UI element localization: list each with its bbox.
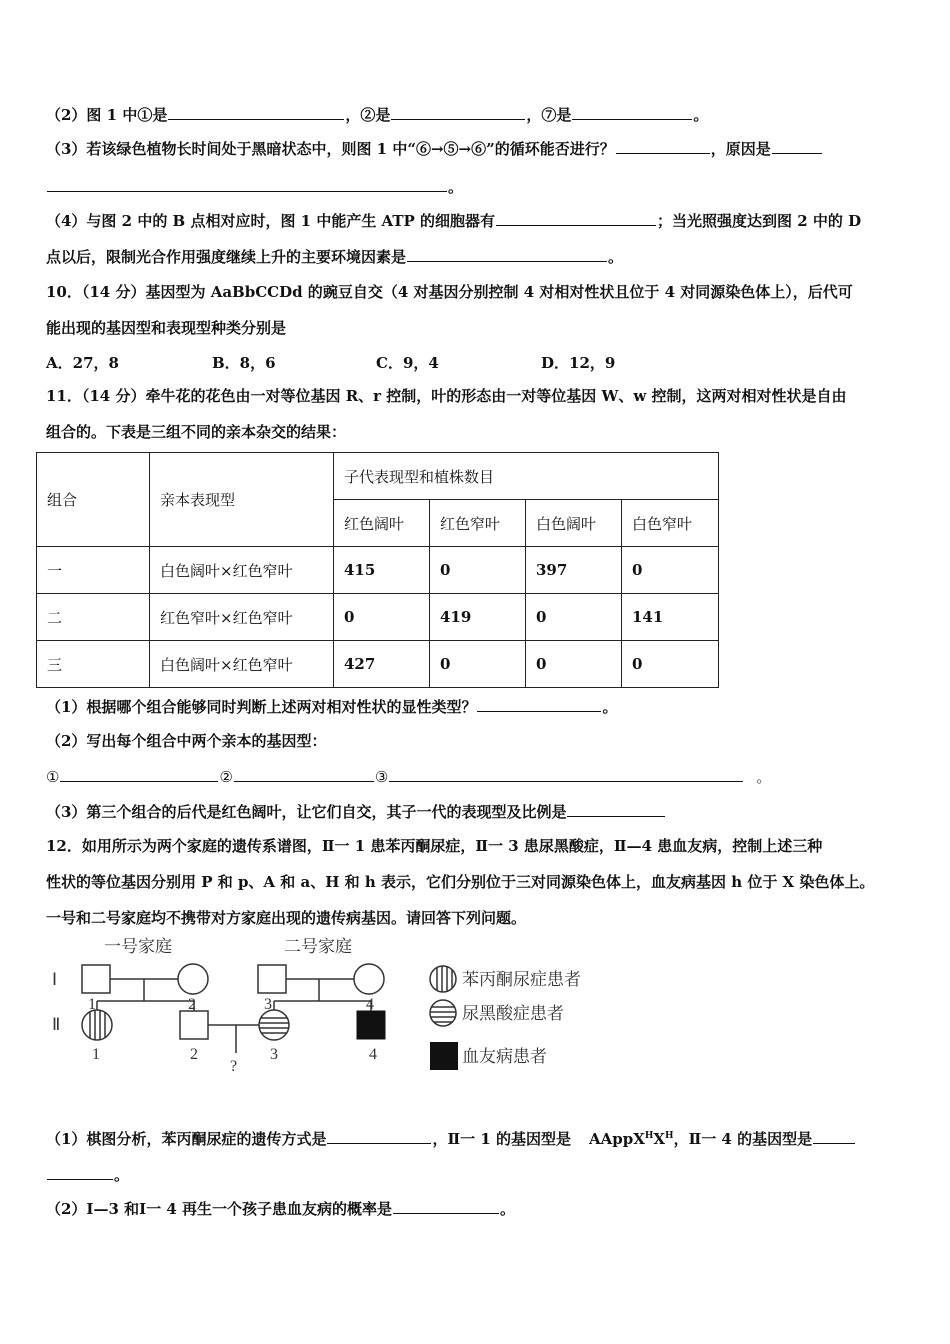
pedigree-male-i3: [258, 965, 286, 993]
q11-part3: （3）第三个组合的后代是红色阔叶，让它们自交，其子一代的表现型及比例是: [46, 801, 666, 822]
table-cell: 0: [622, 641, 719, 688]
pedigree-male-i1: [82, 965, 110, 993]
answer-blank[interactable]: [391, 104, 525, 120]
table-cell: 141: [622, 594, 719, 641]
table-cell: 397: [526, 547, 622, 594]
table-cell: 红色窄叶×红色窄叶: [150, 594, 334, 641]
subheader: 白色窄叶: [622, 500, 719, 547]
answer-blank[interactable]: [567, 801, 665, 817]
subheader: 红色窄叶: [430, 500, 526, 547]
table-cell: 三: [37, 641, 150, 688]
legend-label: 苯丙酮尿症患者: [462, 970, 581, 989]
pedigree-female-i4: [354, 964, 384, 994]
answer-blank[interactable]: [496, 210, 656, 226]
q11-part1: （1）根据哪个组合能够同时判断上述两对相对性状的显性类型？ 。: [46, 698, 618, 716]
legend-hemophilia-symbol: [430, 1042, 458, 1070]
answer-blank[interactable]: [60, 766, 218, 782]
table-cell: 二: [37, 594, 150, 641]
answer-blank[interactable]: [47, 176, 447, 192]
pedigree-diagram: [46, 935, 606, 1100]
cross-results-table: [36, 452, 719, 688]
table-cell: 白色阔叶×红色窄叶: [150, 547, 334, 594]
q10-option-a[interactable]: A．27，8: [46, 354, 119, 372]
answer-blank[interactable]: [168, 104, 344, 120]
pedigree-female-ii3: [259, 1010, 289, 1040]
q9-part2: （2）图 1 中①是 ，②是 ，⑦是 。: [46, 106, 709, 124]
table-cell: 0: [526, 594, 622, 641]
q9-part4-cont: 点以后，限制光合作用强度继续上升的主要环境因素是 。: [46, 248, 624, 266]
genotype-ii1: $AAppX^HX^H$: [588, 1130, 674, 1148]
label-unknown-child: ?: [230, 1058, 238, 1075]
answer-blank[interactable]: [616, 138, 710, 154]
label-ii1: 1: [92, 1046, 100, 1063]
pedigree-female-ii1: [82, 1010, 112, 1040]
q9-part4: （4）与图 2 中的 B 点相对应时，图 1 中能产生 ATP 的细胞器有 ；当光照强度达到图 2 中的 D: [46, 212, 862, 230]
q11-stem: 11．（14 分）牵牛花的花色由一对等位基因 R、r 控制，叶的形态由一对等位基因 W、w 控制，这两对相对性状是自由: [46, 387, 847, 405]
table-cell: 0: [430, 641, 526, 688]
table-cell: 419: [430, 594, 526, 641]
q12-part1: （1）棋图分析，苯丙酮尿症的遗传方式是 ，Ⅱ一 1 的基因型是 $AAppX^HX^H$，Ⅱ一 4 的基因型是: [46, 1126, 856, 1149]
q12-stem: 12．如用所示为两个家庭的遗传系谱图，Ⅱ一 1 患苯丙酮尿症，Ⅱ一 3 患尿黑酸症，Ⅱ—4 患血友病，控制上述三种: [46, 837, 823, 855]
table-cell: 一: [37, 547, 150, 594]
answer-blank[interactable]: [393, 1198, 499, 1214]
table-cell: 0: [622, 547, 719, 594]
table-cell: 0: [430, 547, 526, 594]
pedigree-female-i2: [178, 964, 208, 994]
label-ii3: 3: [270, 1046, 278, 1063]
label-i3: 3: [264, 996, 272, 1013]
q10-stem: 10．（14 分）基因型为 AaBbCCDd 的豌豆自交（4 对基因分别控制 4 对相对性状且位于 4 对同源染色体上），后代可: [46, 283, 853, 301]
label-ii4: 4: [369, 1046, 377, 1063]
table-cell: 427: [334, 641, 430, 688]
answer-blank[interactable]: [47, 1164, 113, 1180]
pedigree-male-ii4: [357, 1011, 385, 1039]
family2-label: 二号家庭: [284, 937, 352, 956]
label-i1: 1: [88, 996, 96, 1013]
label-i4: 4: [366, 996, 374, 1013]
legend-label: 血友病患者: [462, 1047, 547, 1066]
subheader: 红色阔叶: [334, 500, 430, 547]
q9-part3: （3）若该绿色植物长时间处于黑暗状态中，则图 1 中“⑥→⑤→⑥”的循环能否进行？ ，原因是: [46, 138, 823, 159]
q12-stem-cont2: 一号和二号家庭均不携带对方家庭出现的遗传病基因。请回答下列问题。: [46, 909, 527, 927]
answer-blank[interactable]: [327, 1128, 431, 1144]
table-cell: 415: [334, 547, 430, 594]
header-parent: 亲本表现型: [150, 453, 334, 547]
answer-blank[interactable]: [234, 766, 374, 782]
q11-stem-cont: 组合的。下表是三组不同的亲本杂交的结果：: [46, 423, 347, 441]
table-cell: 白色阔叶×红色窄叶: [150, 641, 334, 688]
table-row: [37, 547, 719, 594]
answer-blank[interactable]: [389, 766, 743, 782]
q11-part2: （2）写出每个组合中两个亲本的基因型：: [46, 732, 327, 750]
q9-part3-cont: 。: [46, 176, 463, 197]
q12-part2: （2）Ⅰ—3 和Ⅰ一 4 再生一个孩子患血友病的概率是 。: [46, 1200, 516, 1218]
generation-ii: Ⅱ: [52, 1015, 61, 1034]
answer-blank[interactable]: [772, 138, 822, 154]
label-ii2: 2: [190, 1046, 198, 1063]
header-group: 组合: [37, 453, 150, 547]
q12-part1-cont: 。: [46, 1164, 129, 1185]
q11-part2-blanks: ① ② ③ 。: [46, 768, 772, 786]
table-cell: 0: [334, 594, 430, 641]
pedigree-male-ii2: [180, 1011, 208, 1039]
table-row: [37, 641, 719, 688]
q10-option-c[interactable]: C．9，4: [376, 354, 439, 372]
q10-option-b[interactable]: B．8，6: [212, 354, 276, 372]
legend-label: 尿黑酸症患者: [462, 1004, 564, 1023]
q10-option-d[interactable]: D．12，9: [541, 354, 616, 372]
label-i2: 2: [188, 996, 196, 1013]
header-offspring: 子代表现型和植株数目: [334, 453, 719, 500]
subheader: 白色阔叶: [526, 500, 622, 547]
q10-stem-cont: 能出现的基因型和表现型种类分别是: [46, 319, 287, 337]
answer-blank[interactable]: [572, 104, 692, 120]
q12-stem-cont: 性状的等位基因分别用 P 和 p、A 和 a、H 和 h 表示，它们分别位于三对同源染色体上，血友病基因 h 位于 X 染色体上。: [46, 873, 875, 891]
table-cell: 0: [526, 641, 622, 688]
generation-i: Ⅰ: [52, 970, 58, 989]
table-row: [37, 594, 719, 641]
family1-label: 一号家庭: [104, 937, 172, 956]
answer-blank[interactable]: [407, 246, 607, 262]
answer-blank[interactable]: [813, 1128, 855, 1144]
answer-blank[interactable]: [477, 696, 601, 712]
